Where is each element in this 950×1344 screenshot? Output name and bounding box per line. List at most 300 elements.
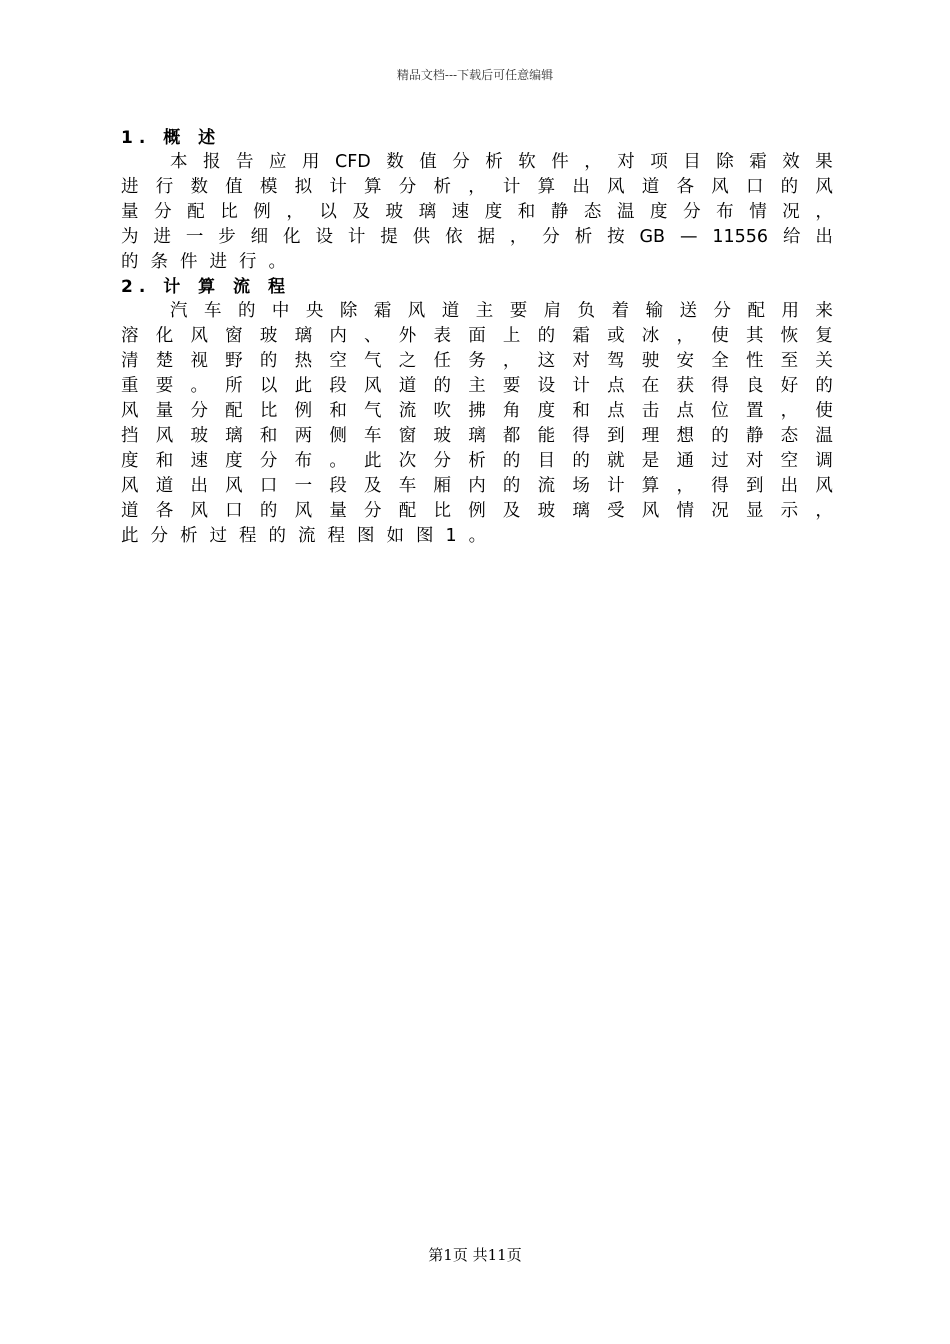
glyph: 析 (180, 526, 198, 546)
glyph: 分 (259, 451, 278, 471)
glyph: 角 (502, 401, 521, 421)
glyph: 的 (502, 476, 521, 496)
paragraph-line (121, 524, 833, 549)
glyph: 使 (711, 326, 729, 346)
glyph: 目 (683, 152, 701, 172)
glyph: 风 (711, 177, 729, 197)
glyph: 之 (398, 351, 417, 371)
glyph: 模 (259, 177, 278, 197)
glyph: 风 (607, 177, 625, 197)
glyph: 玻 (259, 326, 278, 346)
glyph: 驶 (641, 351, 660, 371)
glyph: 使 (815, 401, 833, 421)
glyph: 流 (398, 401, 417, 421)
glyph: 流 (537, 476, 556, 496)
glyph: 其 (745, 326, 764, 346)
glyph: ， (815, 501, 833, 521)
glyph: 流 (298, 526, 316, 546)
glyph: 道 (155, 476, 174, 496)
glyph: 段 (329, 376, 347, 396)
glyph: 受 (607, 501, 625, 521)
glyph: 量 (121, 202, 139, 222)
document-body (121, 126, 833, 549)
glyph: 口 (745, 177, 764, 197)
glyph: 得 (711, 376, 729, 396)
glyph: ， (509, 227, 528, 247)
glyph: 如 (386, 526, 404, 546)
glyph: 窗 (225, 326, 243, 346)
paragraph-line (121, 250, 833, 275)
glyph: 这 (537, 351, 556, 371)
glyph: 计 (572, 376, 590, 396)
glyph: 分 (150, 526, 168, 546)
glyph: 此 (364, 451, 382, 471)
glyph: 玻 (433, 426, 451, 446)
glyph: 两 (294, 426, 313, 446)
glyph: 任 (433, 351, 451, 371)
glyph: 分 (433, 451, 451, 471)
glyph: 道 (121, 501, 139, 521)
glyph: 分 (154, 202, 172, 222)
glyph: GB (639, 227, 666, 247)
glyph: 口 (259, 476, 278, 496)
glyph: 为 (121, 227, 139, 247)
glyph: 玻 (385, 202, 403, 222)
paragraph-line (121, 399, 833, 424)
glyph: 况 (711, 501, 729, 521)
glyph: 析 (468, 451, 486, 471)
paragraph-line (121, 449, 833, 474)
glyph: 进 (153, 227, 171, 247)
glyph: 软 (518, 152, 536, 172)
glyph: ， (584, 152, 602, 172)
glyph: 况 (782, 202, 800, 222)
glyph: 溶 (121, 326, 139, 346)
glyph: 设 (315, 227, 333, 247)
glyph: 理 (641, 426, 660, 446)
glyph: 璃 (294, 326, 313, 346)
glyph: 窗 (398, 426, 417, 446)
glyph: 除 (716, 152, 734, 172)
glyph: 计 (347, 227, 366, 247)
glyph: 化 (283, 227, 301, 247)
glyph: 目 (537, 451, 556, 471)
glyph: 车 (398, 476, 417, 496)
glyph: 璃 (572, 501, 590, 521)
glyph: 分 (713, 301, 731, 321)
glyph: 的 (121, 252, 139, 272)
glyph: 拂 (468, 401, 486, 421)
glyph: 驾 (607, 351, 625, 371)
glyph: 是 (641, 451, 660, 471)
glyph: 道 (398, 376, 417, 396)
glyph: 各 (155, 501, 174, 521)
glyph: 在 (641, 376, 660, 396)
glyph: 进 (121, 177, 139, 197)
glyph: ， (815, 202, 833, 222)
glyph: 通 (676, 451, 694, 471)
glyph: 野 (225, 351, 243, 371)
glyph: 提 (380, 227, 398, 247)
glyph: 图 (416, 526, 434, 546)
glyph: 配 (187, 202, 205, 222)
glyph: 图 (357, 526, 375, 546)
glyph: 点 (676, 401, 694, 421)
glyph: 比 (433, 501, 451, 521)
glyph: 比 (220, 202, 238, 222)
glyph: 霜 (572, 326, 590, 346)
glyph: 风 (155, 426, 174, 446)
glyph: 设 (537, 376, 556, 396)
glyph: 全 (711, 351, 729, 371)
overview-paragraph (121, 150, 833, 275)
glyph: 所 (225, 376, 243, 396)
glyph: 对 (572, 351, 590, 371)
glyph: ， (676, 476, 694, 496)
glyph: 计 (502, 177, 521, 197)
glyph: 风 (294, 501, 313, 521)
process-paragraph (121, 299, 833, 549)
glyph: 清 (121, 351, 139, 371)
glyph: 以 (259, 376, 278, 396)
glyph: 好 (780, 376, 799, 396)
glyph: 璃 (468, 426, 486, 446)
glyph: 楚 (155, 351, 174, 371)
glyph: 热 (294, 351, 313, 371)
glyph: 度 (484, 202, 503, 222)
glyph: 璃 (418, 202, 437, 222)
glyph: 分 (364, 501, 382, 521)
glyph: 风 (641, 501, 660, 521)
paragraph-line (121, 200, 833, 225)
section-heading-process: 2. 计 算 流 程 (121, 277, 291, 297)
glyph: 的 (259, 501, 278, 521)
header-watermark: 精品文档---下载后可任意编辑 (396, 68, 554, 82)
glyph: 负 (577, 301, 596, 321)
paragraph-line (121, 424, 833, 449)
glyph: 此 (121, 526, 139, 546)
glyph: 要 (502, 376, 521, 396)
glyph: 面 (468, 326, 486, 346)
glyph: 果 (815, 152, 833, 172)
glyph: 道 (441, 301, 460, 321)
glyph: 空 (329, 351, 347, 371)
glyph: 计 (329, 177, 347, 197)
glyph: 度 (537, 401, 556, 421)
glyph: 着 (611, 301, 630, 321)
glyph: 及 (352, 202, 370, 222)
glyph: 关 (815, 351, 833, 371)
glyph: 璃 (225, 426, 243, 446)
glyph: 对 (745, 451, 764, 471)
glyph: 各 (676, 177, 694, 197)
glyph: 送 (679, 301, 698, 321)
glyph: 。 (329, 451, 347, 471)
glyph: 的 (259, 351, 278, 371)
glyph: 配 (398, 501, 417, 521)
glyph: 算 (537, 177, 556, 197)
glyph: 数 (190, 177, 208, 197)
glyph: 点 (607, 401, 625, 421)
page-number-footer: 第1页 共11页 (428, 1246, 522, 1264)
glyph: 的 (572, 451, 590, 471)
glyph: 霜 (373, 301, 392, 321)
glyph: ， (468, 177, 486, 197)
glyph: 应 (269, 152, 287, 172)
glyph: 能 (537, 426, 556, 446)
glyph: 温 (616, 202, 635, 222)
glyph: 央 (305, 301, 324, 321)
glyph: 良 (745, 376, 764, 396)
glyph: 示 (780, 501, 799, 521)
glyph: 的 (433, 376, 451, 396)
glyph: 和 (517, 202, 536, 222)
glyph: 和 (329, 401, 347, 421)
glyph: 调 (815, 451, 833, 471)
glyph: 主 (468, 376, 486, 396)
glyph: 风 (407, 301, 426, 321)
glyph: 要 (509, 301, 528, 321)
glyph: 静 (745, 426, 764, 446)
glyph: 来 (815, 301, 833, 321)
glyph: 度 (650, 202, 668, 222)
glyph: 行 (239, 252, 257, 272)
glyph: 计 (607, 476, 625, 496)
glyph: ， (676, 326, 694, 346)
glyph: 出 (815, 227, 833, 247)
glyph: 肩 (543, 301, 562, 321)
glyph: 车 (203, 301, 222, 321)
glyph: 除 (339, 301, 358, 321)
paragraph-line (121, 225, 833, 250)
glyph: 算 (364, 177, 382, 197)
glyph: 气 (364, 351, 382, 371)
glyph: 步 (218, 227, 236, 247)
glyph: 点 (607, 376, 625, 396)
paragraph-line (121, 324, 833, 349)
glyph: 到 (745, 476, 764, 496)
glyph: 侧 (329, 426, 347, 446)
glyph: 析 (485, 152, 503, 172)
glyph: 出 (780, 476, 799, 496)
glyph: 速 (451, 202, 470, 222)
glyph: 布 (294, 451, 313, 471)
paragraph-line (121, 474, 833, 499)
glyph: 对 (617, 152, 635, 172)
glyph: 表 (433, 326, 451, 346)
glyph: 此 (294, 376, 313, 396)
glyph: 过 (209, 526, 227, 546)
glyph: 据 (477, 227, 495, 247)
glyph: 中 (271, 301, 290, 321)
glyph: 析 (433, 177, 451, 197)
glyph: 获 (676, 376, 694, 396)
paragraph-line (121, 299, 833, 324)
glyph: 吹 (433, 401, 451, 421)
glyph: 冰 (641, 326, 660, 346)
glyph: CFD (335, 152, 371, 172)
glyph: 程 (327, 526, 345, 546)
glyph: 分 (542, 227, 560, 247)
glyph: 报 (203, 152, 221, 172)
glyph: 的 (537, 326, 556, 346)
glyph: 内 (468, 476, 486, 496)
glyph: 例 (253, 202, 271, 222)
glyph: 风 (121, 401, 139, 421)
glyph: 的 (780, 177, 799, 197)
glyph: 温 (815, 426, 833, 446)
glyph: 的 (711, 426, 729, 446)
glyph: 本 (170, 152, 188, 172)
glyph: 的 (268, 526, 286, 546)
glyph: 厢 (433, 476, 451, 496)
glyph: 的 (237, 301, 256, 321)
glyph: 出 (190, 476, 208, 496)
glyph: 、 (364, 326, 382, 346)
glyph: 行 (155, 177, 174, 197)
paragraph-line (121, 175, 833, 200)
glyph: 算 (641, 476, 660, 496)
glyph: ， (286, 202, 304, 222)
glyph: 11556 (712, 227, 769, 247)
glyph: 位 (711, 401, 729, 421)
paragraph-line (121, 499, 833, 524)
glyph: 一 (294, 476, 313, 496)
glyph: 布 (716, 202, 734, 222)
glyph: 。 (190, 376, 208, 396)
glyph: 项 (650, 152, 668, 172)
glyph: 的 (815, 376, 833, 396)
glyph: 主 (475, 301, 494, 321)
glyph: 用 (781, 301, 799, 321)
glyph: 和 (259, 426, 278, 446)
glyph: 。 (268, 252, 286, 272)
glyph: 量 (155, 401, 174, 421)
glyph: 得 (711, 476, 729, 496)
glyph: 重 (121, 376, 139, 396)
glyph: 。 (468, 526, 487, 546)
glyph: 玻 (537, 501, 556, 521)
glyph: 出 (572, 177, 590, 197)
glyph: 过 (711, 451, 729, 471)
glyph: 及 (502, 501, 521, 521)
section-heading-overview: 1. 概 述 (121, 128, 222, 148)
glyph: 风 (190, 326, 208, 346)
paragraph-line (121, 150, 833, 175)
glyph: 务 (468, 351, 486, 371)
glyph: 要 (155, 376, 174, 396)
glyph: 按 (607, 227, 625, 247)
glyph: 件 (180, 252, 198, 272)
glyph: 值 (225, 177, 243, 197)
glyph: 量 (329, 501, 347, 521)
glyph: 气 (364, 401, 382, 421)
glyph: 恢 (780, 326, 799, 346)
glyph: 风 (815, 177, 833, 197)
glyph: 态 (780, 426, 799, 446)
glyph: 车 (364, 426, 382, 446)
glyph: 分 (452, 152, 470, 172)
glyph: 拟 (294, 177, 313, 197)
glyph: 值 (419, 152, 437, 172)
glyph: 和 (155, 451, 174, 471)
glyph: 分 (190, 401, 208, 421)
glyph: 显 (745, 501, 764, 521)
glyph: 进 (209, 252, 227, 272)
glyph: 安 (676, 351, 694, 371)
glyph: 告 (236, 152, 254, 172)
glyph: 1 (445, 526, 457, 546)
glyph: 例 (468, 501, 486, 521)
glyph: 和 (572, 401, 590, 421)
glyph: 分 (398, 177, 417, 197)
glyph: 程 (239, 526, 257, 546)
glyph: 到 (607, 426, 625, 446)
glyph: 数 (386, 152, 404, 172)
paragraph-line (121, 349, 833, 374)
glyph: 玻 (190, 426, 208, 446)
glyph: 例 (294, 401, 313, 421)
glyph: 件 (551, 152, 569, 172)
glyph: 态 (583, 202, 602, 222)
glyph: 或 (607, 326, 625, 346)
glyph: 度 (225, 451, 243, 471)
glyph: 条 (150, 252, 168, 272)
glyph: 风 (815, 476, 833, 496)
glyph: 口 (225, 501, 243, 521)
glyph: 道 (641, 177, 660, 197)
glyph: ， (780, 401, 799, 421)
glyph: 都 (502, 426, 521, 446)
glyph: 以 (319, 202, 337, 222)
glyph: 汽 (170, 301, 188, 321)
glyph: 用 (302, 152, 320, 172)
glyph: 击 (641, 401, 660, 421)
glyph: 风 (225, 476, 243, 496)
glyph: 配 (747, 301, 765, 321)
glyph: 细 (250, 227, 269, 247)
glyph: 析 (574, 227, 593, 247)
glyph: 视 (190, 351, 208, 371)
glyph: 就 (607, 451, 625, 471)
glyph: 段 (329, 476, 347, 496)
paragraph-line (121, 374, 833, 399)
glyph: 一 (185, 227, 204, 247)
glyph: 风 (121, 476, 139, 496)
glyph: 情 (676, 501, 694, 521)
glyph: 空 (780, 451, 799, 471)
glyph: 度 (121, 451, 139, 471)
glyph: 上 (502, 326, 521, 346)
glyph: 静 (550, 202, 569, 222)
glyph: 风 (364, 376, 382, 396)
glyph: 效 (782, 152, 800, 172)
glyph: 供 (412, 227, 431, 247)
glyph: 依 (445, 227, 463, 247)
glyph: 置 (745, 401, 764, 421)
glyph: 场 (572, 476, 590, 496)
glyph: — (679, 227, 698, 247)
glyph: 比 (259, 401, 278, 421)
glyph: 风 (190, 501, 208, 521)
glyph: 速 (190, 451, 208, 471)
glyph: 输 (645, 301, 664, 321)
glyph: 性 (745, 351, 764, 371)
glyph: 想 (676, 426, 694, 446)
glyph: 复 (815, 326, 833, 346)
glyph: 得 (572, 426, 590, 446)
glyph: 至 (780, 351, 799, 371)
